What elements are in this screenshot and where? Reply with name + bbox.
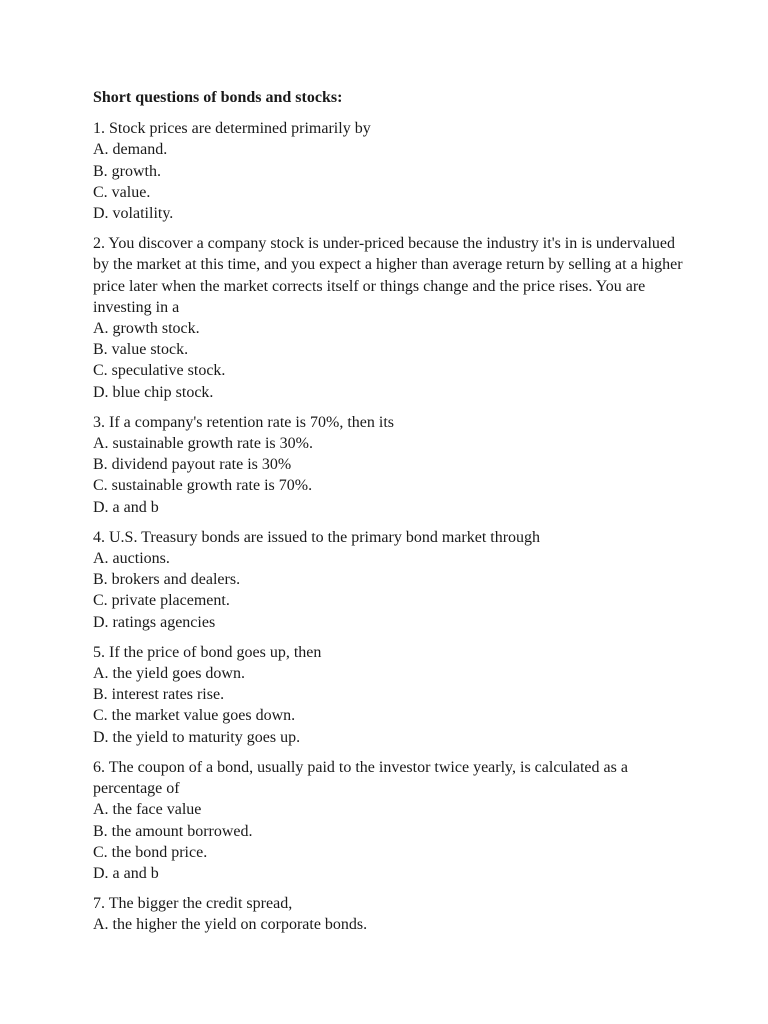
question-5 [93, 642, 693, 748]
document-title: Short questions of bonds and stocks: [93, 89, 343, 106]
option-a: A. auctions. [93, 550, 170, 568]
question-stem: 3. If a company's retention rate is 70%, then its [93, 413, 395, 431]
option-a: A. the higher the yield on corporate bonds. [93, 916, 368, 934]
option-a: A. growth stock. [93, 320, 200, 338]
option-a: A. the yield goes down. [93, 665, 245, 683]
question-6 [93, 757, 693, 884]
option-c: C. speculative stock. [93, 362, 226, 380]
option-d: D. blue chip stock. [93, 383, 214, 401]
question-stem: 2. You discover a company stock is under-priced because the industry it's in is undervalued by the market at this time, and you expect a higher than average return by selling at a higher price later when the market corrects itself or things change and the price rises. You are investing in a [93, 235, 683, 316]
question-3 [93, 412, 693, 518]
option-a: A. sustainable growth rate is 30%. [93, 435, 313, 453]
option-c: C. value. [93, 183, 151, 201]
option-d: D. a and b [93, 498, 159, 516]
option-b: B. interest rates rise. [93, 686, 225, 704]
question-1 [93, 118, 693, 224]
option-c: C. the market value goes down. [93, 707, 296, 725]
option-b: B. brokers and dealers. [93, 571, 241, 589]
question-2 [93, 233, 693, 403]
question-stem: 6. The coupon of a bond, usually paid to the investor twice yearly, is calculated as a percentage of [93, 758, 628, 798]
option-d: D. a and b [93, 864, 159, 882]
question-7 [93, 893, 693, 935]
option-d: D. ratings agencies [93, 613, 216, 631]
question-stem: 4. U.S. Treasury bonds are issued to the primary bond market through [93, 528, 541, 546]
option-a: A. demand. [93, 141, 168, 159]
option-b: B. value stock. [93, 341, 189, 359]
question-4 [93, 527, 693, 633]
option-b: B. the amount borrowed. [93, 822, 253, 840]
option-c: C. private placement. [93, 592, 230, 610]
option-b: B. growth. [93, 162, 161, 180]
option-d: D. the yield to maturity goes up. [93, 728, 301, 746]
option-a: A. the face value [93, 801, 202, 819]
question-stem: 5. If the price of bond goes up, then [93, 643, 322, 661]
option-b: B. dividend payout rate is 30% [93, 456, 292, 474]
option-c: C. the bond price. [93, 843, 208, 861]
option-c: C. sustainable growth rate is 70%. [93, 477, 313, 495]
option-d: D. volatility. [93, 205, 174, 223]
document-page [93, 87, 693, 945]
question-stem: 1. Stock prices are determined primarily by [93, 120, 371, 138]
question-stem: 7. The bigger the credit spread, [93, 895, 293, 913]
